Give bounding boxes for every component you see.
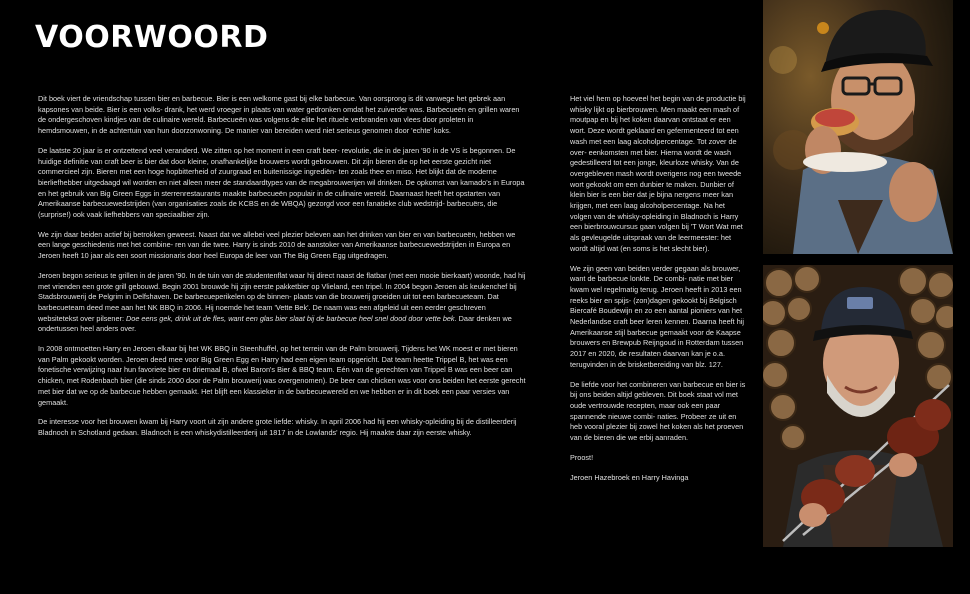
italic-quote: Doe eens gek, drink uit de fles, want een glas bier slaat bij de barbecue heel snel dood door vette bek. bbox=[126, 313, 457, 323]
left-text-column bbox=[38, 94, 526, 448]
paragraph bbox=[38, 271, 526, 335]
paragraph: De interesse voor het brouwen kwam bij Harry voort uit zijn andere grote liefde: whisky. In april 2006 had hij een whisky-opleiding bij de distilleerderij Bladnoch in Schotland gedaan. Bladnoch is een whiskydistilleerderij uit 1817 in de Lowlands' regio. Hij maakte daar zijn eerste whisky. bbox=[38, 417, 517, 437]
paragraph: In 2008 ontmoetten Harry en Jeroen elkaar bij het WK BBQ in Steenhuffel, op het terrein van de Palm brouwerij. Tijdens het WK moest er met bieren van Palm gekookt worden. Jeroen deed mee voor Big Green Egg en Harry had een eigen team opgericht. Dat team heette Trippel B, het was een fonetische verwijzing naar hun favoriete bier en driemaal B, ofwel Baron's Bier & BBQ team. Eén van de gerechten van Trippel B was een beer can chicken, met Rodenbach bier (die sinds 2000 door de Palm brouwerij was overgenomen). De beer can chicken was voor ons beiden het eerste gerecht met bier dat we op de barbecue hebben gemaakt. Het blijft een klassieker in de barbecuewereld en we hebben er in dit boek een paar versies van gemaakt. bbox=[38, 344, 526, 407]
paragraph: We zijn daar beiden actief bij betrokken geweest. Naast dat we allebei veel plezier beleven aan het drinken van bier en van barbecueën, hebben we een lange geschiedenis met het combine- ren van die twee. Harry is sinds 2010 de aanstoker van Amerikaanse barbecuewedstrijden in Europa en Jeroen heeft 10 jaar als een soort missionaris door heel Europa de leer van The Big Green Egg uitgedragen. bbox=[38, 229, 516, 261]
paragraph: We zijn geen van beiden verder gegaan als brouwer, want de barbecue lonkte. De combi- natie met bier kwam wel regelmatig terug. Jeroen heeft in 2013 een reeks bier en spijs- (zon)dagen gekookt bij Belgisch Biercafé Boudewijn en zo een aantal pioniers van het Nederlandse craft beer leren kennen. Daarna heeft hij Amerikaanse stijl barbecue gemaakt voor de Kaapse brouwers en Brewpub Reijngoud in Rotterdam tussen 2017 en 2020, de resultaten daarvan kan je o.a. terugvinden in de brisketbereiding van blz. 127. bbox=[570, 263, 745, 369]
photo-man-eating-sandwich bbox=[763, 0, 953, 254]
paragraph: Dit boek viert de vriendschap tussen bier en barbecue. Bier is een welkome gast bij elke barbecue. Van oorsprong is dit vanwege het gebrek aan kapsones van beide. Bier is een volks- drank, het werd vroeger in plaats van water gedronken omdat het zuiverder was. Barbecueën en grillen waren de ondergeschoven kindjes van de culinaire wereld. Barbecueën was volgens de elite het rituele verbranden van vlees door proleten in hemdsmouwen, in de achtertuin van hun doorzonwoning. De manier van bereiden werd niet serieus genomen door 'echte' koks. bbox=[38, 94, 520, 136]
photo-man-with-skewers bbox=[763, 265, 953, 547]
page-title: VOORWOORD bbox=[35, 20, 269, 55]
middle-text-column bbox=[570, 94, 748, 492]
paragraph: Het viel hem op hoeveel het begin van de productie bij whisky lijkt op bierbrouwen. Men maakt een mash of moutpap en bij het koken daarvan ontstaat er een wort. Deze wordt geklaard en gefermenteerd tot een wash met een laag alcoholpercentage. Tot zover de over- eenkomsten met bier. Hierna wordt de wash gedestilleerd tot een jonge, kleurloze whisky. Van de overgebleven mash wordt overigens nog een tweede wort gekookt om een dunbier te maken. Dunbier of klein bier is een bier dat je bijna nergens meer kan krijgen, met een laag alcoholpercentage. Na het volgen van de whisky-opleiding in Bladnoch is Harry een bierbrouwcursus gaan volgen bij 'T Wort Wat met als gevleugelde uitspraak van de leermeester: het wordt altijd wat (en soms is het slecht bier). bbox=[570, 94, 746, 253]
paragraph: De laatste 20 jaar is er ontzettend veel veranderd. We zitten op het moment in een craft beer- revolutie, die in de jaren '90 in de VS is begonnen. De huidige definitie van craft beer is bier dat door kleine, onafhankelijke brouwers wordt gebrouwen. Dit zijn bieren die op het eerste gezicht niet commercieel zijn. Bieren met een hoge hopbitterheid of zuurgraad en buitenissige ingrediën- ten zoals thee en miso. Het blijkt dat de moderne bierliefhebber uitgedaagd wil worden en niet alleen meer de standaardtypes van de megabrouwerijen wil drinken. De opkomst van kamado's in Europa en het gebruik van Big Green Eggs in sterrenrestaurants maakte barbecueën populair in de culinaire wereld. Daarnaast heeft het opstarten van Amerikaanse barbecuewedstrijden (van organisaties zoals de KCBS en de WBQA) gezorgd voor een fanatieke club wedstrijd- barbecuërs, die (surprise!) ook vaak liefhebbers van speciaalbier zijn. bbox=[38, 145, 525, 220]
greeting: Proost! bbox=[570, 452, 594, 462]
paragraph-text: Jeroen begon serieus te grillen in de jaren '90. In de tuin van de studentenflat waar hij direct naast de flatbar (met een mooie bierkaart) woonde, had hij met vrienden een grote grill gebouwd. Begin 2001 brouwde hij zijn eerste pakketbier op Vlieland, een tripel. In 2004 begon Jeroen als keukenchef bij Stadsbrouwerij de Pelgrim in Delfshaven. De barbecueperikelen op de binnen- plaats van die brouwerij groeiden uit tot een barbecueteam. Dat barbecueteam deed mee aan het NK BBQ in 2006. Hij noemde het team 'Vette Bek'. De naam was een afgeleid uit een eerder geschreven websitetekst over pilsener: bbox=[38, 270, 526, 323]
quote-after: Daar denken we ondertussen heel anders over. bbox=[38, 313, 512, 334]
paragraph: De liefde voor het combineren van barbecue en bier is bij ons beiden altijd gebleven. Dit boek staat vol met oude vertrouwde recepten, maar ook een paar spannende nieuwe combi- naties. Probeer ze uit en heb vooral plezier bij zowel het koken als het proeven van de bieren die we erbij aanraden. bbox=[570, 379, 746, 443]
signature-names: Jeroen Hazebroek en Harry Havinga bbox=[570, 472, 689, 482]
